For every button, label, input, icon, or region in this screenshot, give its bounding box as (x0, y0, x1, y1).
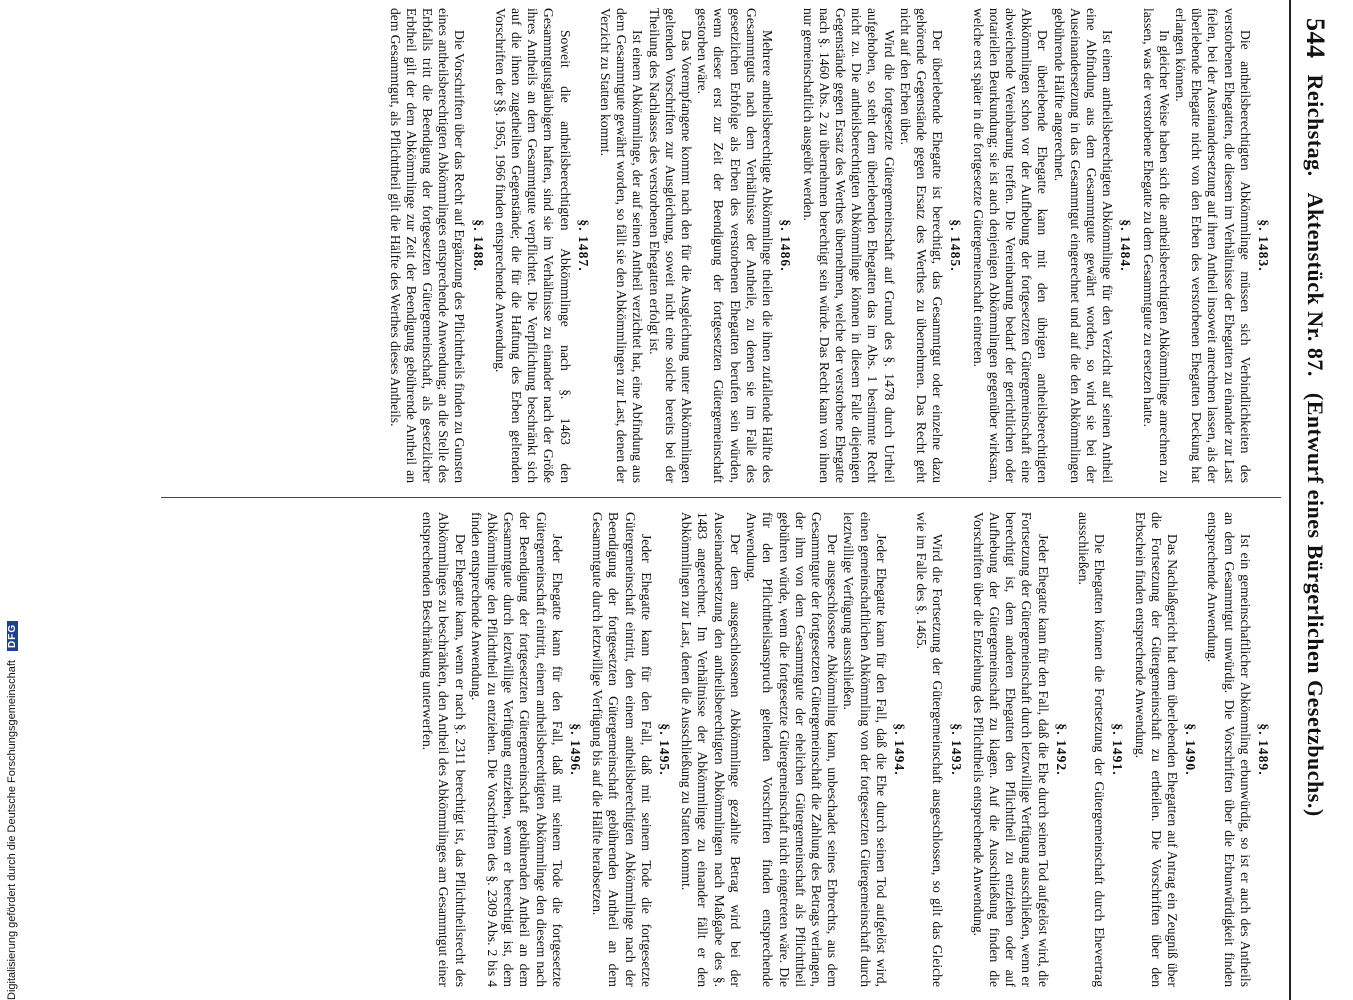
paragraph: Ist einem Abkömmlinge, der auf seinen Antheil verzichtet hat, eine Abfindung aus dem Gesammtgute gewährt worden, so fällt sie den Abkömmlingen zur Last, denen der Verzicht zu Statten kommt. (598, 8, 646, 483)
scanned-page (85, 0, 1353, 1000)
paragraph: Jeder Ehegatte kann für den Fall, daß mit seinem Tode die fortgesetzte Gütergemeinschaft eintritt, den einem antheilsberechtigten Abkömmlinge nach der Beendigung der fortgesetzten Gütergemeinschaft gebührenden Antheil an dem Gesammtgute durch letztwillige Verfügung bis auf die Hälfte herabsetzen. (590, 512, 654, 987)
right-column (419, 512, 1277, 987)
paragraph: Die antheilsberechtigten Abkömmlinge müssen sich Verbindlichkeiten des verstorbenen Ehegatten, die diesem im Verhältnisse der Ehegatten zu einander zur Last fielen, bei der Auseinandersetzung auf ihren Antheil insoweit anrechnen lassen, als der überlebende Ehegatte nicht von den Erben des verstorbenen Ehegatten Deckung hat erlangen können. (1172, 8, 1253, 483)
paragraph: Jeder Ehegatte kann für den Fall, daß mit seinem Tode die fortgesetzte Gütergemeinschaft eintritt, einem antheilsberechtigten Abkömmlinge den diesem nach der Beendigung der fortgesetzten Gütergemeinschaft gebührenden Antheil an dem Gesammtgute durch letztwillige Verfügung entziehen, wenn er berechtigt ist, dem Abkömmlinge den Pflichttheil zu entziehen. Die Vorschriften des §. 2309 Abs. 2 bis 4 finden entsprechende Anwendung. (468, 512, 565, 987)
document-subtitle: (Entwurf eines Bürgerlichen Gesetzbuchs.) (1303, 392, 1328, 817)
page-content (147, 0, 1347, 1000)
paragraph: Wird die fortgesetzte Gütergemeinschaft auf Grund des §. 1478 durch Urtheil aufgehoben, so steht dem überlebenden Ehegatten das im Abs. 1 bestimmte Recht nicht zu. Die antheilsberechtigten Abkömmlinge können in diesem Falle diejenigen Gegenstände gegen Ersatz des Werthes übernehmen, welche der verstorbene Ehegatte nach §. 1460 Abs. 2 zu übernehmen berechtigt sein würde. Das Recht kann von ihnen nur gemeinschaftlich ausgeübt werden. (800, 8, 897, 483)
left-column (386, 8, 1277, 483)
section-heading: §. 1487. (575, 219, 591, 272)
section-heading: §. 1488. (470, 219, 486, 272)
paragraph: Jeder Ehegatte kann für den Fall, daß die Ehe durch seinen Tod aufgelöst wird, die Fortsetzung der Gütergemeinschaft durch letztwillige Verfügung ausschließen, wenn er berechtigt ist, dem anderen Ehegatten den Pflichttheil zu entziehen oder auf Aufhebung der Gütergemeinschaft zu klagen. Auf die Ausschließung finden die Vorschriften über die Entziehung des Pflichttheils entsprechende Anwendung. (970, 512, 1051, 987)
paragraph: Ist einem antheilsberechtigten Abkömmlinge für den Verzicht auf seinen Antheil eine Abfindung aus dem Gesammtgute gewährt worden, so wird sie bei der Auseinandersetzung in das Gesammtgut eingerechnet und auf die den Abkömmlingen gebührende Hälfte angerechnet. (1051, 8, 1116, 483)
paragraph: Das Nachlaßgericht hat dem überlebenden Ehegatten auf Antrag ein Zeugniß über die Fortsetzung der Gütergemeinschaft zu ertheilen. Die Vorschriften über den Erbschein finden entsprechende Anwendung. (1132, 512, 1180, 987)
page-header (1295, 0, 1335, 1000)
section-heading: §. 1491. (1110, 723, 1126, 776)
section-heading: §. 1494. (891, 723, 907, 776)
section-heading: §. 1489. (1256, 723, 1271, 776)
paragraph: Das Vorempfangene kommt nach den für die Ausgleichung unter Abkömmlingen geltenden Vorschriften zur Ausgleichung, soweit nicht eine solche bereits bei der Theilung des Nachlasses des verstorbenen Ehegatten erfolgt ist. (646, 8, 695, 483)
credit-text: Digitalisierung gefördert durch die Deutsche Forschungsgemeinschaft (6, 660, 18, 1000)
paragraph: Soweit die antheilsberechtigten Abkömmlinge nach §. 1463 den Gesammtgutsgläubigern haften, sind sie im Verhältnisse zu einander nach der Größe ihres Antheils an dem Gesammtgute verpflichtet. Die Verpflichtung beschränkt sich auf die ihnen zugetheilten Gegenstände; die für die Haftung des Erben geltenden Vorschriften der §§. 1965, 1966 finden entsprechende Anwendung. (492, 8, 573, 483)
section-heading: §. 1493. (948, 723, 964, 776)
section-heading: §. 1495. (657, 723, 673, 776)
paragraph: Der Ehegatte kann, wenn er nach §. 2311 berechtigt ist, das Pflichttheilsrecht des Abkömmlinges zu beschränken, den Antheil des Abkömmlinges am Gesammtgut einer entsprechenden Beschränkung unterwerfen. (420, 512, 468, 987)
document-number: Aktenstück Nr. 87. (1303, 192, 1328, 377)
section-heading: §. 1485. (948, 219, 964, 272)
section-heading: §. 1496. (568, 723, 584, 776)
paragraph: Der ausgeschlossene Abkömmling kann, unbeschadet seines Erbrechts, aus dem Gesammtgute der fortgesetzten Gütergemeinschaft die Zahlung des Betrags verlangen, der ihm von dem Gesammtgute der ehelichen Gütergemeinschaft als Pflichttheil gebühren würde, wenn die fortgesetzte Gütergemeinschaft nicht eingetreten wäre. Die für den Pflichttheilsanspruch geltenden Vorschriften finden entsprechende Anwendung. (744, 512, 841, 987)
column-divider (161, 497, 1281, 498)
header-rule (1289, 0, 1291, 1000)
section-heading: §. 1483. (1256, 219, 1271, 272)
section-heading: §. 1492. (1053, 723, 1069, 776)
paragraph: Der überlebende Ehegatte ist berechtigt, das Gesammtgut oder einzelne dazu gehörende Gegenstände gegen Ersatz des Werthes zu übernehmen. Das Recht geht nicht auf den Erben über. (897, 8, 946, 483)
paragraph: Ist ein gemeinschaftlicher Abkömmling erbunwürdig, so ist er auch des Antheils an dem Gesammtgut unwürdig. Die Vorschriften über die Erbunwürdigkeit finden entsprechende Anwendung. (1205, 512, 1253, 987)
paragraph: Die Vorschriften über das Recht auf Ergänzung des Pflichttheils finden zu Gunsten eines antheilsberechtigten Abkömmlinges entsprechende Anwendung; an die Stelle des Erbfalls tritt die Beendigung der fortgesetzten Gütergemeinschaft, als gesetzlicher Erbtheil gilt der dem Abkömmlinge zur Zeit der Beendigung gebührende Antheil an dem Gesammtgut, als Pflichttheil gilt die Hälfte des Werthes dieses Antheils. (387, 8, 468, 483)
dfg-logo: DFG (7, 621, 18, 651)
paragraph: Der dem ausgeschlossenen Abkömmlinge gezahlte Betrag wird bei der Auseinandersetzung den antheilsberechtigten Abkömmlingen nach Maßgabe des §. 1483 angerechnet. Im Verhältnisse der Abkömmlinge zu einander fällt er den Abkömmlingen zur Last, denen die Ausschließung zu Statten kommt. (679, 512, 743, 987)
section-heading: §. 1484. (1118, 219, 1134, 272)
paragraph: Die Ehegatten können die Fortsetzung der Gütergemeinschaft durch Ehevertrag ausschließen. (1075, 512, 1108, 987)
digitization-credit (0, 0, 28, 1000)
paragraph: Wird die Fortsetzung der Gütergemeinschaft ausgeschlossen, so gilt das Gleiche wie im Falle des §. 1465. (914, 512, 946, 987)
section-heading: §. 1490. (1183, 723, 1199, 776)
paragraph: Mehrere antheilsberechtigte Abkömmlinge theilen die ihnen zufallende Hälfte des Gesammtguts nach dem Verhältnisse der Antheile, zu denen sie im Falle des gesetzlichen Erbfolge als Erben des verstorbenen Ehegatten berufen sein würden, wenn dieser erst zur Zeit der Beendigung der fortgesetzten Gütergemeinschaft gestorben wäre. (695, 8, 776, 483)
paragraph: In gleicher Weise haben sich die antheilsberechtigten Abkömmlinge anrechnen zu lassen, was der verstorbene Ehegatte zu dem Gesammtgute zu ersetzen hatte. (1140, 8, 1172, 483)
section-heading: §. 1486. (778, 219, 794, 272)
paragraph: Jeder Ehegatte kann für den Fall, daß die Ehe durch seinen Tod aufgelöst wird, einen gemeinschaftlichen Abkömmling von der fortgesetzten Gütergemeinschaft durch letztwillige Verfügung ausschließen. (841, 512, 889, 987)
paragraph: Der überlebende Ehegatte kann mit den übrigen antheilsberechtigten Abkömmlingen schon vor der Aufhebung der fortgesetzten Gütergemeinschaft eine abweichende Vereinbarung treffen. Die Vereinbarung bedarf der gerichtlichen oder notariellen Beurkundung; sie ist auch denjenigen Abkömmlingen gegenüber wirksam, welche erst später in die fortgesetzte Gütergemeinschaft eintreten. (970, 8, 1051, 483)
page-number: 544 (1301, 18, 1330, 59)
publication-title: Reichstag. (1303, 74, 1328, 177)
